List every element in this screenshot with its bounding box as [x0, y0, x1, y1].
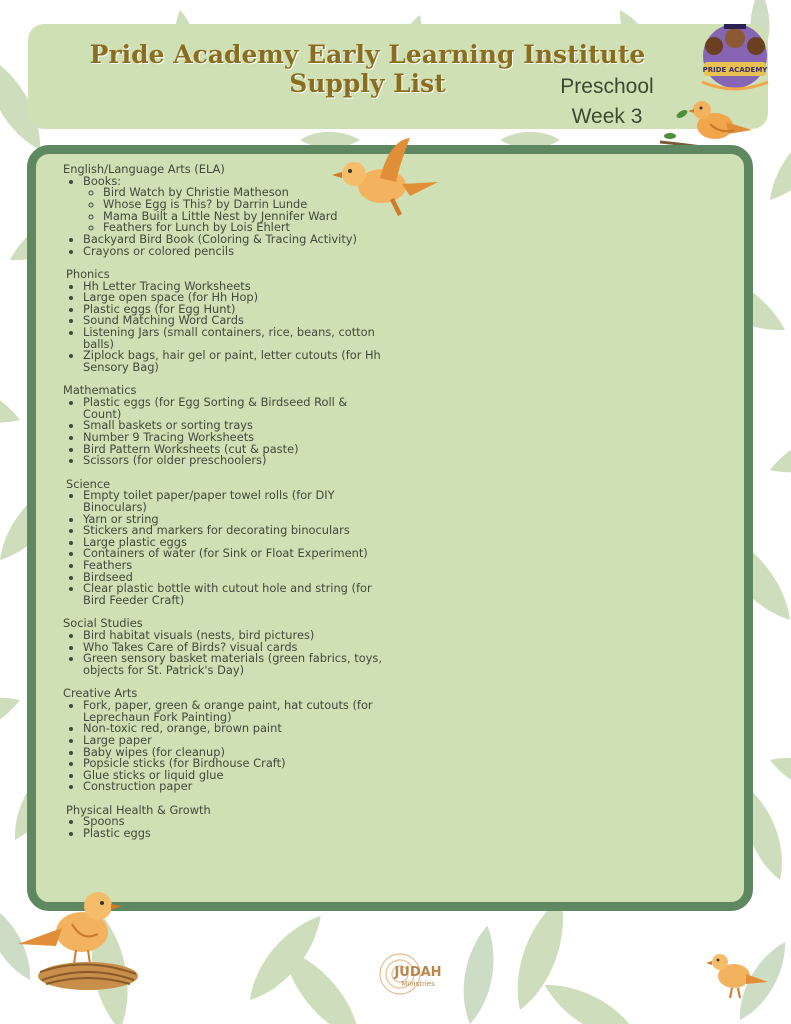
- book-item: ◦ Bird Watch by Christie Matheson: [103, 187, 383, 199]
- list-item: • Large paper: [83, 735, 383, 747]
- science-list: [63, 490, 383, 607]
- section-math: [63, 385, 383, 467]
- title-line-2: Supply List: [289, 69, 446, 98]
- section-heading-science: Science: [66, 476, 111, 491]
- section-physical-health: [63, 802, 383, 841]
- list-item: • Feathers: [83, 560, 383, 572]
- section-heading-ela: English/Language Arts (ELA): [63, 162, 225, 176]
- list-item: • Spoons: [83, 816, 383, 828]
- section-heading-physical-health: Physical Health & Growth: [66, 802, 211, 817]
- section-science: [63, 476, 383, 608]
- list-item: • Containers of water (for Sink or Float Experiment): [83, 548, 383, 560]
- footer-logo-line2: Ministries: [401, 980, 435, 988]
- list-item: • Glue sticks or liquid glue: [83, 770, 383, 782]
- section-ela: [63, 164, 383, 257]
- books-label: Books:: [83, 173, 122, 188]
- physical-health-list: [63, 816, 383, 839]
- section-heading-social-studies: Social Studies: [63, 616, 143, 631]
- footer-logo-line1: JUDAH: [394, 965, 442, 980]
- section-phonics: [63, 266, 383, 375]
- list-item: • Large plastic eggs: [83, 537, 383, 549]
- list-item: • Ziplock bags, hair gel or paint, letter cutouts (for Hh Sensory Bag): [83, 350, 383, 373]
- list-item: • Construction paper: [83, 781, 383, 793]
- book-item: ◦ Feathers for Lunch by Lois Ehlert: [103, 222, 383, 234]
- list-item: • Number 9 Tracing Worksheets: [83, 432, 383, 444]
- list-item: • Empty toilet paper/paper towel rolls (for DIY Binoculars): [83, 490, 383, 513]
- logo-text: PRIDE ACADEMY: [702, 66, 768, 74]
- list-item: • Who Takes Care of Birds? visual cards: [83, 642, 383, 654]
- list-item: • Crayons or colored pencils: [83, 246, 383, 258]
- list-item: • Plastic eggs (for Egg Sorting & Birdseed Roll & Count): [83, 397, 383, 420]
- week-label: Week 3: [571, 105, 643, 128]
- list-item: [83, 173, 383, 235]
- book-item: ◦ Mama Built a Little Nest by Jennifer Ward: [103, 211, 383, 223]
- list-item: • Green sensory basket materials (green fabrics, toys, objects for St. Patrick's Day): [83, 653, 383, 676]
- list-item: • Plastic eggs: [83, 828, 383, 840]
- section-heading-creative-arts: Creative Arts: [63, 686, 138, 701]
- judah-ministries-logo: [366, 950, 448, 996]
- list-item: • Popsicle sticks (for Birdhouse Craft): [83, 758, 383, 770]
- list-item: • Hh Letter Tracing Worksheets: [83, 281, 383, 293]
- list-item: • Clear plastic bottle with cutout hole and string (for Bird Feeder Craft): [83, 583, 383, 606]
- books-list: [83, 187, 383, 234]
- section-heading-math: Mathematics: [63, 383, 137, 398]
- pride-academy-logo: [694, 16, 776, 92]
- math-list: [63, 397, 383, 467]
- bird-bottom-right-icon: [706, 948, 770, 1000]
- list-item: • Small baskets or sorting trays: [83, 420, 383, 432]
- section-social-studies: [63, 618, 383, 676]
- bird-with-nest-icon: [16, 884, 140, 994]
- list-item: • Large open space (for Hh Hop): [83, 292, 383, 304]
- phonics-list: [63, 278, 383, 375]
- list-item: • Non-toxic red, orange, brown paint: [83, 723, 383, 735]
- section-heading-phonics: Phonics: [66, 266, 110, 281]
- list-item: • Listening Jars (small containers, rice, beans, cotton balls): [83, 327, 383, 350]
- list-item: • Baby wipes (for cleanup): [83, 747, 383, 759]
- list-item: • Backyard Bird Book (Coloring & Tracing Activity): [83, 234, 383, 246]
- list-item: • Stickers and markers for decorating binoculars: [83, 525, 383, 537]
- list-item: • Bird Pattern Worksheets (cut & paste): [83, 444, 383, 456]
- section-creative-arts: [63, 688, 383, 793]
- list-item: • Birdseed: [83, 572, 383, 584]
- list-item: • Plastic eggs (for Egg Hunt): [83, 304, 383, 316]
- creative-arts-list: [63, 697, 383, 794]
- title-line-1: Pride Academy Early Learning Institute: [89, 40, 646, 69]
- supply-list: [63, 164, 383, 851]
- list-item: • Yarn or string: [83, 514, 383, 526]
- list-item: • Scissors (for older preschoolers): [83, 455, 383, 467]
- list-item: • Fork, paper, green & orange paint, hat cutouts (for Leprechaun Fork Painting): [83, 700, 383, 723]
- list-item: • Bird habitat visuals (nests, bird pictures): [83, 630, 383, 642]
- book-item: ◦ Whose Egg is This? by Darrin Lunde: [103, 199, 383, 211]
- list-item: • Sound Matching Word Cards: [83, 315, 383, 327]
- social-studies-list: [63, 630, 383, 677]
- ela-list: [63, 173, 383, 258]
- grade-label: Preschool: [560, 75, 654, 98]
